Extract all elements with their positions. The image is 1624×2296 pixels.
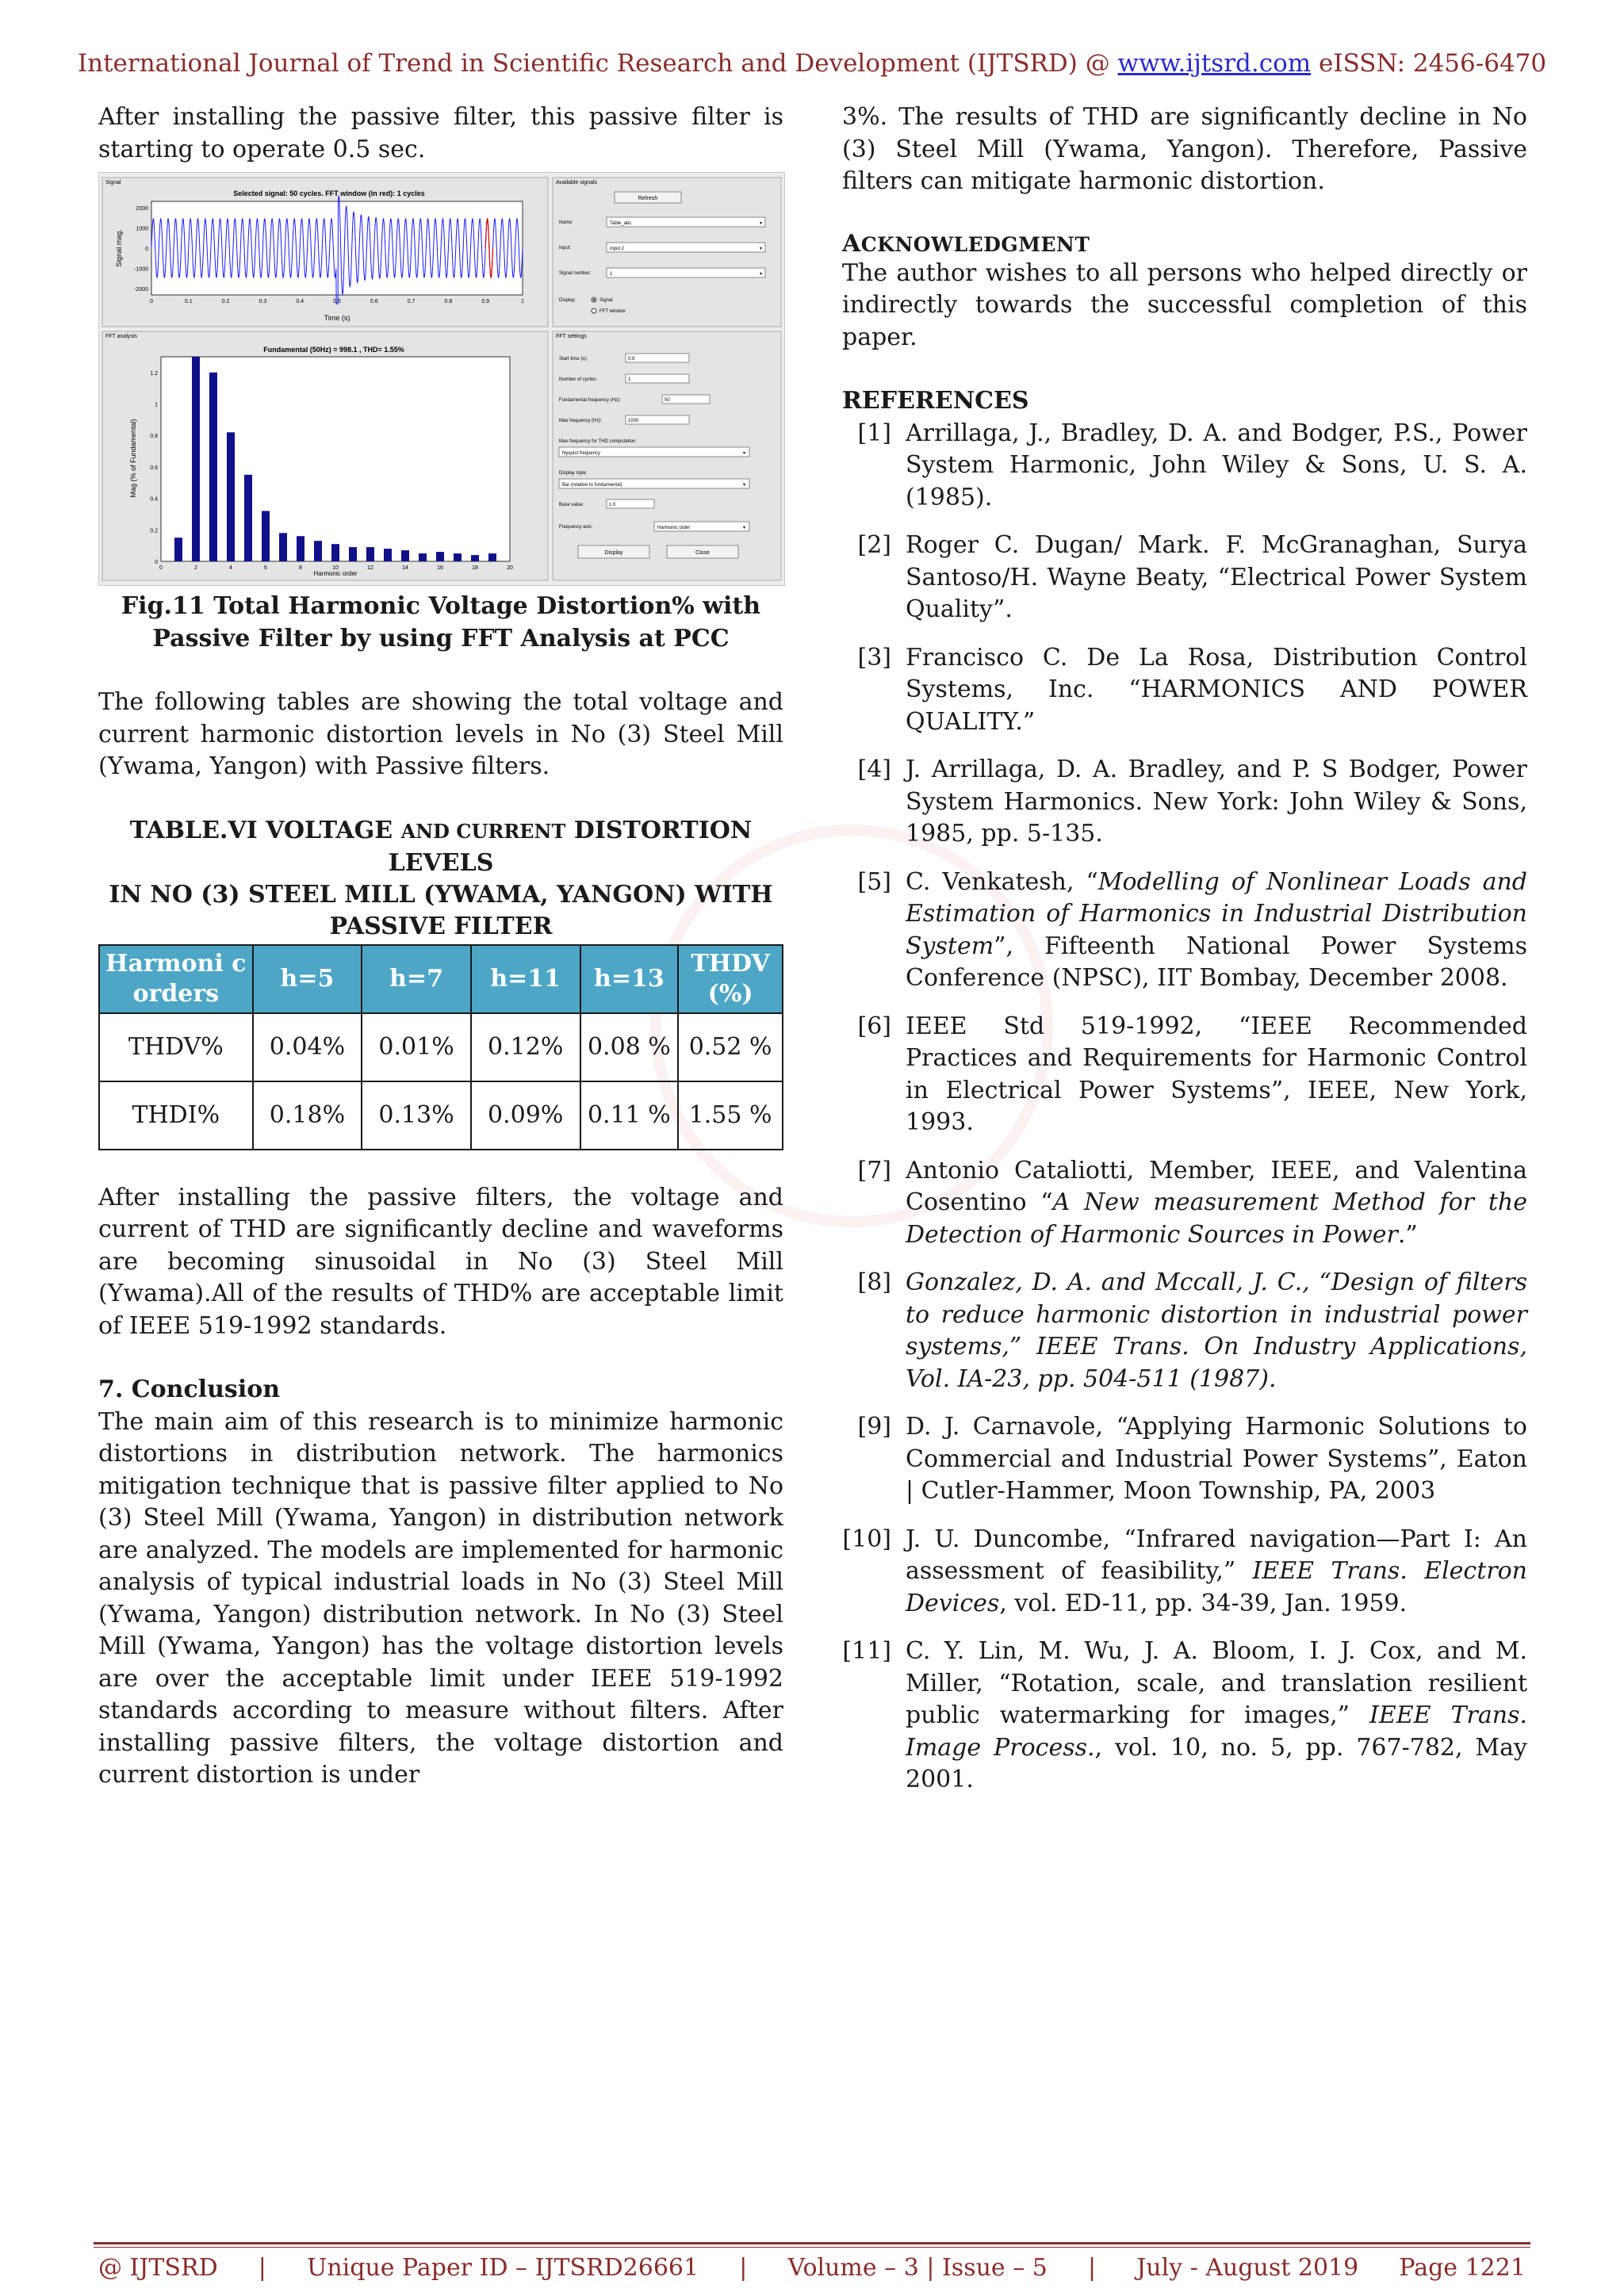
journal-name: International Journal of Trend in Scientific Research and Development (IJTSRD) @	[77, 49, 1118, 78]
fft-settings-label: FFT settings	[556, 334, 587, 339]
table-header: h=11	[471, 945, 580, 1013]
signal-panel-label: Signal	[105, 180, 121, 186]
reference-number: [3]	[857, 643, 891, 672]
reference-text	[906, 867, 1527, 995]
close-button-label: Close	[695, 550, 710, 556]
after-filters-paragraph: After installing the passive filters, the voltage and current of THD are significantly decline and waveforms are becoming sinusoidal in No (3) Steel Mill (Ywama).All of the results of THD% are acceptable limit of IEEE 519-1992 standards.	[98, 1183, 783, 1340]
reference-text	[906, 1636, 1527, 1797]
base-value: 1.0	[609, 503, 616, 507]
reference-part: , vol. ED-11, pp. 34-39, Jan. 1959.	[999, 1589, 1408, 1617]
fft-bar	[244, 475, 252, 561]
fft-x-tick-label: 10	[332, 565, 339, 571]
reference-text: Arrillaga, J., Bradley, D. A. and Bodger, P.S., Power System Harmonic, John Wiley & Sons, U. S. A. (1985).	[906, 419, 1527, 511]
fft-x-tick-label: 8	[299, 565, 302, 571]
ack-heading-initial: A	[842, 229, 861, 258]
reference-text: IEEE Std 519-1992, “IEEE Recommended Practices and Requirements for Harmonic Control in Electrical Power Systems”, IEEE, New York, 1993.	[906, 1012, 1527, 1136]
fft-bar	[454, 553, 462, 561]
fft-x-tick-label: 16	[437, 565, 443, 571]
reference-number: [1]	[857, 419, 891, 447]
continued-paragraph: 3%. The results of THD are significantly decline in No (3) Steel Mill (Ywama, Yangon). Therefore, Passive filters can mitigate harmonic distortion.	[842, 103, 1527, 195]
table-cell: 0.12%	[471, 1013, 580, 1081]
available-signals-label: Available signals	[556, 180, 598, 186]
footer-separator: |	[1088, 2254, 1097, 2282]
reference-item	[842, 1011, 1527, 1139]
table-title-part1: TABLE.VI VOLTAGE	[129, 816, 401, 844]
max-freq-thd-label: Max frequency for THD computation:	[559, 439, 637, 444]
row-label: THDI%	[99, 1081, 253, 1150]
reference-text	[906, 1155, 1527, 1252]
table-row	[99, 1081, 783, 1150]
conclusion-paragraph: The main aim of this research is to minimize harmonic distortions in distribution network. The harmonics mitigation technique that is passive filter applied to No (3) Steel Mill (Ywama, Yangon) in distribution network are analyzed. The models are implemented for harmonic analysis of typical industrial loads in No (3) Steel Mill (Ywama, Yangon) distribution network. In No (3) Steel Mill (Ywama, Yangon) has the voltage distortion levels are over the acceptable limit under IEEE 519-1992 standards according to measure without filters. After installing passive filters, the voltage distortion and current distortion is under	[98, 1407, 783, 1789]
fft-bar	[174, 538, 182, 561]
table-title-part2: DISTORTION LEVELS	[388, 816, 753, 877]
fft-bar	[488, 553, 496, 561]
fft-bar	[384, 549, 392, 561]
reference-item	[842, 754, 1527, 851]
reference-italic: Modelling of Nonlinear Loads and Estimation of Harmonics in Industrial Distribution System	[906, 867, 1527, 960]
fft-y-tick-label: 1.2	[150, 370, 158, 377]
fft-panel-label: FFT analysis	[105, 334, 137, 339]
footer-paper-id: Unique Paper ID – IJTSRD26661	[307, 2254, 699, 2282]
table-title-smallcaps: AND CURRENT	[400, 819, 566, 843]
chevron-down-icon: ▾	[760, 220, 763, 226]
table-cell: 0.18%	[253, 1081, 362, 1150]
journal-issn: eISSN: 2456-6470	[1311, 49, 1547, 78]
conclusion-heading: 7. Conclusion	[98, 1376, 281, 1403]
chevron-down-icon: ▾	[743, 450, 746, 456]
fft-bar	[297, 536, 304, 561]
reference-text	[906, 1524, 1527, 1621]
signal-x-tick-label: 0.6	[370, 299, 378, 304]
start-time-value: 0.9	[628, 357, 635, 362]
figure-caption-line2: Passive Filter by using FFT Analysis at PCC	[152, 624, 730, 652]
footer-rule	[94, 2242, 1530, 2244]
signal-x-tick-label: 0.2	[221, 299, 230, 304]
fft-bar	[209, 373, 217, 561]
right-column	[842, 101, 1527, 1812]
fund-freq-value: 50	[665, 398, 670, 403]
display-style-value: Bar (relative to fundamental)	[562, 483, 622, 488]
fft-bar	[471, 555, 479, 561]
reference-number: [6]	[857, 1012, 891, 1040]
chevron-down-icon: ▾	[760, 246, 763, 251]
reference-number: [2]	[857, 531, 891, 559]
table-header: THDV (%)	[678, 945, 783, 1013]
reference-number: [9]	[857, 1413, 891, 1441]
fft-y-tick-label: 0.6	[150, 465, 158, 471]
fft-x-label: Harmonic order	[313, 570, 358, 577]
fft-x-tick-label: 14	[402, 565, 408, 571]
reference-item	[842, 530, 1527, 626]
table-title-line2: IN NO (3) STEEL MILL (YWAMA, YANGON) WITH	[109, 880, 773, 909]
table-cell: 1.55 %	[678, 1081, 783, 1150]
signal-title: Selected signal: 50 cycles. FFT window (in red): 1 cycles	[233, 189, 425, 197]
table-header: Harmoni c orders	[99, 945, 253, 1013]
reference-text: J. Arrillaga, D. A. Bradley, and P. S Bodger, Power System Harmonics. New York: John Wiley & Sons, 1985, pp. 5-135.	[906, 756, 1527, 848]
fft-figure-svg	[99, 173, 784, 585]
signal-y-tick-label: 2000	[136, 206, 148, 212]
signal-x-tick-label: 1	[521, 299, 524, 304]
refresh-label: Refresh	[638, 196, 658, 201]
fft-bar	[314, 541, 322, 561]
signal-y-tick-label: -2000	[134, 287, 148, 293]
row-label: THDV%	[99, 1013, 253, 1081]
signal-number-select[interactable]	[607, 268, 765, 277]
table-cell: 0.08 %	[580, 1013, 679, 1081]
footer-date: July - August 2019	[1136, 2254, 1359, 2282]
fft-y-tick-label: 1	[155, 402, 158, 408]
table-cell: 0.11 %	[580, 1081, 679, 1150]
fft-y-label: Mag (% of Fundamental)	[129, 419, 137, 498]
references-heading: REFERENCES	[842, 387, 1029, 415]
tables-intro-paragraph: The following tables are showing the total voltage and current harmonic distortion levels in No (3) Steel Mill (Ywama, Yangon) with Passive filters.	[98, 688, 783, 780]
signal-x-tick-label: 0.3	[259, 299, 267, 304]
reference-part: ”, Fifteenth National Power Systems Conference (NPSC), IIT Bombay, December 2008.	[906, 932, 1527, 992]
table-cell: 0.52 %	[678, 1013, 783, 1081]
reference-text: Roger C. Dugan/ Mark. F. McGranaghan, Surya Santoso/H. Wayne Beaty, “Electrical Power System Quality”.	[906, 531, 1527, 623]
reference-item	[842, 642, 1527, 739]
left-column	[98, 101, 783, 1792]
fft-y-tick-label: 0.8	[150, 434, 158, 440]
reference-item	[842, 1524, 1527, 1621]
ack-heading-rest: CKNOWLEDGMENT	[860, 232, 1090, 256]
references-list	[842, 418, 1527, 1797]
reference-text: Francisco C. De La Rosa, Distribution Control Systems, Inc. “HARMONICS AND POWER QUALITY.”	[906, 643, 1527, 736]
page-footer	[98, 2254, 1526, 2282]
reference-number: [4]	[857, 756, 891, 783]
display-fft-label: FFT window	[599, 309, 626, 314]
signal-x-tick-label: 0.8	[444, 299, 453, 304]
start-time-input[interactable]	[626, 354, 689, 362]
base-value-label: Base value:	[559, 503, 584, 507]
table-header: h=13	[580, 945, 679, 1013]
acknowledgment-heading	[842, 230, 1527, 258]
footer-ijtsrd: @ IJTSRD	[98, 2254, 218, 2282]
reference-part: .”	[1397, 1220, 1418, 1249]
fft-bar	[279, 533, 287, 561]
signal-x-tick-label: 0.5	[333, 299, 341, 304]
journal-header	[0, 49, 1624, 78]
fft-title: Fundamental (50Hz) = 998.1 , THD= 1.55%	[263, 346, 404, 354]
max-freq-thd-value: Nyquist frequency	[562, 451, 601, 456]
reference-number: [5]	[857, 867, 891, 896]
fft-x-tick-label: 12	[367, 565, 373, 571]
reference-part: C. Y. Lin, M. Wu, J. A. Bloom, I. J. Cox, and M. Miller, “Rotation, scale, and translation resilient public watermarking for images,”	[906, 1637, 1527, 1729]
fft-bar	[419, 553, 427, 561]
reference-part: , vol. 10, no. 5, pp. 767-782, May 2001.	[906, 1733, 1527, 1793]
footer-rule-thin	[94, 2247, 1530, 2248]
fft-bar	[331, 544, 339, 561]
table-header-row	[99, 945, 783, 1013]
reference-item	[842, 1267, 1527, 1395]
freq-axis-value: Harmonic order	[657, 526, 691, 530]
reference-item	[842, 1636, 1527, 1797]
fft-x-tick-label: 20	[507, 565, 513, 571]
acknowledgment-paragraph: The author wishes to all persons who helped directly or indirectly towards the successful completion of this paper.	[842, 258, 1527, 351]
reference-italic: Gonzalez, D. A. and Mccall, J. C., “Design of filters to reduce harmonic distortion in industrial power systems,” IEEE Trans. On Industry Applications, Vol. IA-23, pp. 504-511 (1987).	[906, 1269, 1527, 1393]
reference-part: C. Venkatesh, “	[906, 867, 1098, 896]
fft-bar	[227, 432, 235, 561]
signal-number-label: Signal number:	[559, 271, 592, 276]
table-header: h=5	[253, 945, 362, 1013]
input-label: Input:	[559, 246, 572, 251]
chevron-down-icon: ▾	[760, 271, 763, 277]
reference-item	[842, 867, 1527, 995]
max-freq-label: Max frequency (Hz):	[559, 419, 603, 423]
reference-italic: A New measurement Method for the Detection of Harmonic Sources in Power	[906, 1188, 1527, 1249]
fft-bar	[192, 357, 200, 561]
chevron-down-icon: ▾	[743, 482, 746, 488]
table-title-line3: PASSIVE FILTER	[329, 912, 553, 940]
chevron-down-icon: ▾	[743, 525, 746, 530]
footer-volume: Volume – 3 | Issue – 5	[787, 2254, 1048, 2282]
display-fft-radio[interactable]	[592, 308, 596, 313]
input-select[interactable]	[607, 243, 765, 252]
reference-number: [7]	[857, 1156, 891, 1184]
reference-number: [10]	[842, 1525, 891, 1553]
reference-text	[906, 1267, 1527, 1395]
fft-y-tick-label: 0.2	[150, 528, 158, 534]
fft-bar	[401, 550, 409, 561]
display-button-label: Display	[604, 550, 623, 556]
table-row	[99, 1013, 783, 1081]
fft-x-tick-label: 0	[159, 565, 163, 571]
fft-y-tick-label: 0	[155, 560, 158, 565]
journal-url-link[interactable]: www.ijtsrd.com	[1117, 49, 1312, 78]
display-style-label: Display style:	[559, 471, 588, 476]
fft-y-tick-label: 0.4	[150, 496, 158, 503]
table-cell: 0.13%	[362, 1081, 471, 1150]
signal-x-tick-label: 0.1	[184, 299, 193, 304]
footer-page: Page 1221	[1399, 2254, 1526, 2282]
signal-x-tick-label: 0.7	[407, 299, 416, 304]
footer-separator: |	[258, 2254, 266, 2282]
footer-separator: |	[739, 2254, 748, 2282]
reference-italic: IEEE Trans. Electron Devices	[906, 1557, 1527, 1617]
radio-selected-dot	[593, 299, 596, 301]
reference-part: Antonio Cataliotti, Member, IEEE, and Valentina Cosentino “	[906, 1156, 1527, 1216]
intro-paragraph: After installing the passive filter, this passive filter is starting to operate 0.5 sec.	[98, 103, 783, 163]
cycles-input[interactable]	[626, 374, 689, 383]
table-cell: 0.04%	[253, 1013, 362, 1081]
max-freq-value: 1000	[628, 419, 639, 423]
cycles-value: 1	[628, 377, 631, 382]
reference-part: J. U. Duncombe, “Infrared navigation—Part I: An assessment of feasibility,”	[906, 1525, 1527, 1585]
name-label: Name:	[559, 220, 573, 225]
signal-number-value: 1	[610, 272, 613, 277]
fft-bar	[349, 547, 357, 561]
display-signal-label: Signal	[599, 298, 613, 303]
reference-number: [11]	[842, 1637, 891, 1665]
figure-caption	[98, 591, 783, 655]
signal-y-tick-label: -1000	[134, 266, 148, 273]
table-cell: 0.01%	[362, 1013, 471, 1081]
signal-y-tick-label: 1000	[136, 226, 148, 232]
start-time-label: Start time (s):	[559, 357, 588, 362]
fft-bar	[436, 552, 444, 561]
fft-x-tick-label: 4	[229, 565, 232, 571]
signal-y-label: Signal mag.	[115, 229, 123, 267]
display-label: Display:	[559, 298, 576, 303]
signal-x-tick-label: 0.9	[481, 299, 490, 304]
signal-x-label: Time (s)	[324, 314, 350, 322]
fft-x-tick-label: 6	[264, 565, 267, 571]
name-value: Table_abc	[610, 221, 632, 226]
fft-x-tick-label: 18	[472, 565, 478, 571]
reference-italic: IEEE Trans. Image Process.	[906, 1701, 1527, 1762]
thd-table	[98, 944, 783, 1150]
fft-analysis-figure	[98, 172, 785, 586]
cycles-label: Number of cycles:	[559, 377, 598, 382]
signal-y-tick-label: 0	[145, 247, 148, 252]
signal-x-tick-label: 0.4	[296, 299, 304, 304]
reference-number: [8]	[857, 1269, 891, 1296]
input-value: input 2	[610, 247, 625, 251]
fft-x-tick-label: 2	[194, 565, 197, 571]
fft-bar	[262, 511, 270, 562]
reference-text: D. J. Carnavole, “Applying Harmonic Solutions to Commercial and Industrial Power Systems”, Eaton | Cutler-Hammer, Moon Township, PA, 2003	[906, 1413, 1527, 1505]
reference-item	[842, 1155, 1527, 1252]
table-cell: 0.09%	[471, 1081, 580, 1150]
table-title	[98, 815, 783, 943]
signal-x-tick-label: 0	[150, 299, 153, 304]
fft-bar	[366, 547, 374, 561]
reference-item	[842, 1411, 1527, 1508]
freq-axis-label: Frequency axis:	[559, 525, 593, 530]
figure-caption-line1: Fig.11 Total Harmonic Voltage Distortion% with	[121, 592, 761, 620]
reference-item	[842, 418, 1527, 515]
table-header: h=7	[362, 945, 471, 1013]
fund-freq-label: Fundamental frequency (Hz):	[559, 398, 621, 403]
